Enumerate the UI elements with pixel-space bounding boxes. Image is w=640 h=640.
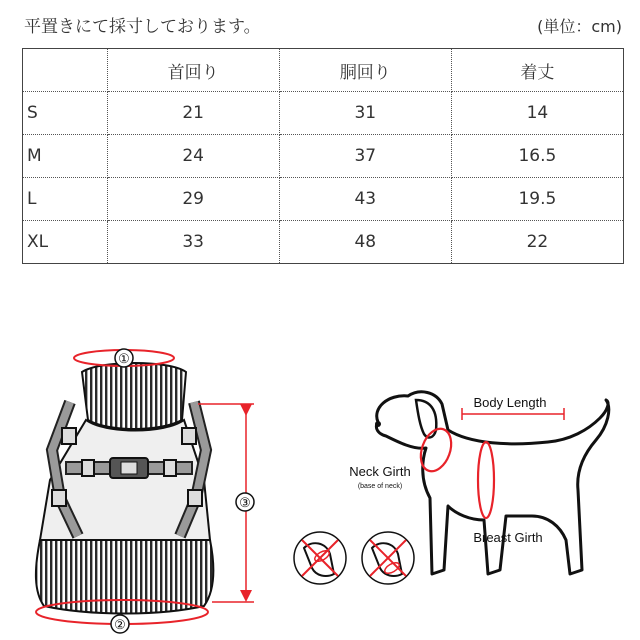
table-header-row [23, 49, 624, 92]
marker-2-label: ② [114, 617, 126, 632]
body-length-label: Body Length [473, 395, 547, 410]
header-cell-chest: 胴回り [279, 49, 451, 92]
marker-3-label: ③ [239, 495, 251, 510]
chest-value: 43 [279, 178, 451, 221]
neck-value: 33 [107, 221, 279, 264]
neck-value: 29 [107, 178, 279, 221]
table-row [23, 221, 624, 264]
measurement-note: 平置きにて採寸しております。 [24, 17, 261, 37]
table-row [23, 92, 624, 135]
size-table [22, 48, 624, 264]
size-label: L [23, 178, 108, 221]
length-value: 16.5 [451, 135, 623, 178]
table-row [23, 135, 624, 178]
chest-value: 48 [279, 221, 451, 264]
chest-value: 37 [279, 135, 451, 178]
neck-measure-line [74, 349, 174, 367]
wrong-measure-icon [294, 532, 346, 584]
wrong-measure-icon [362, 532, 414, 584]
table-row [23, 178, 624, 221]
size-label: M [23, 135, 108, 178]
body-length-measure [462, 395, 564, 420]
header-cell-blank [23, 49, 108, 92]
measurement-diagrams [0, 330, 640, 640]
harness-illustration [36, 363, 213, 614]
size-label: S [23, 92, 108, 135]
length-value: 22 [451, 221, 623, 264]
header-cell-neck: 首回り [107, 49, 279, 92]
chest-value: 31 [279, 92, 451, 135]
neck-girth-sublabel: (base of neck) [357, 483, 403, 490]
marker-1-label: ① [118, 351, 130, 366]
breast-girth-label: Breast Girth [473, 530, 543, 545]
neck-girth-label: Neck Girth [349, 464, 411, 479]
neck-value: 24 [107, 135, 279, 178]
length-value: 19.5 [451, 178, 623, 221]
neck-value: 21 [107, 92, 279, 135]
unit-label: (単位：cm) [537, 17, 622, 36]
header-cell-length: 着丈 [451, 49, 623, 92]
size-label: XL [23, 221, 108, 264]
length-value: 14 [451, 92, 623, 135]
